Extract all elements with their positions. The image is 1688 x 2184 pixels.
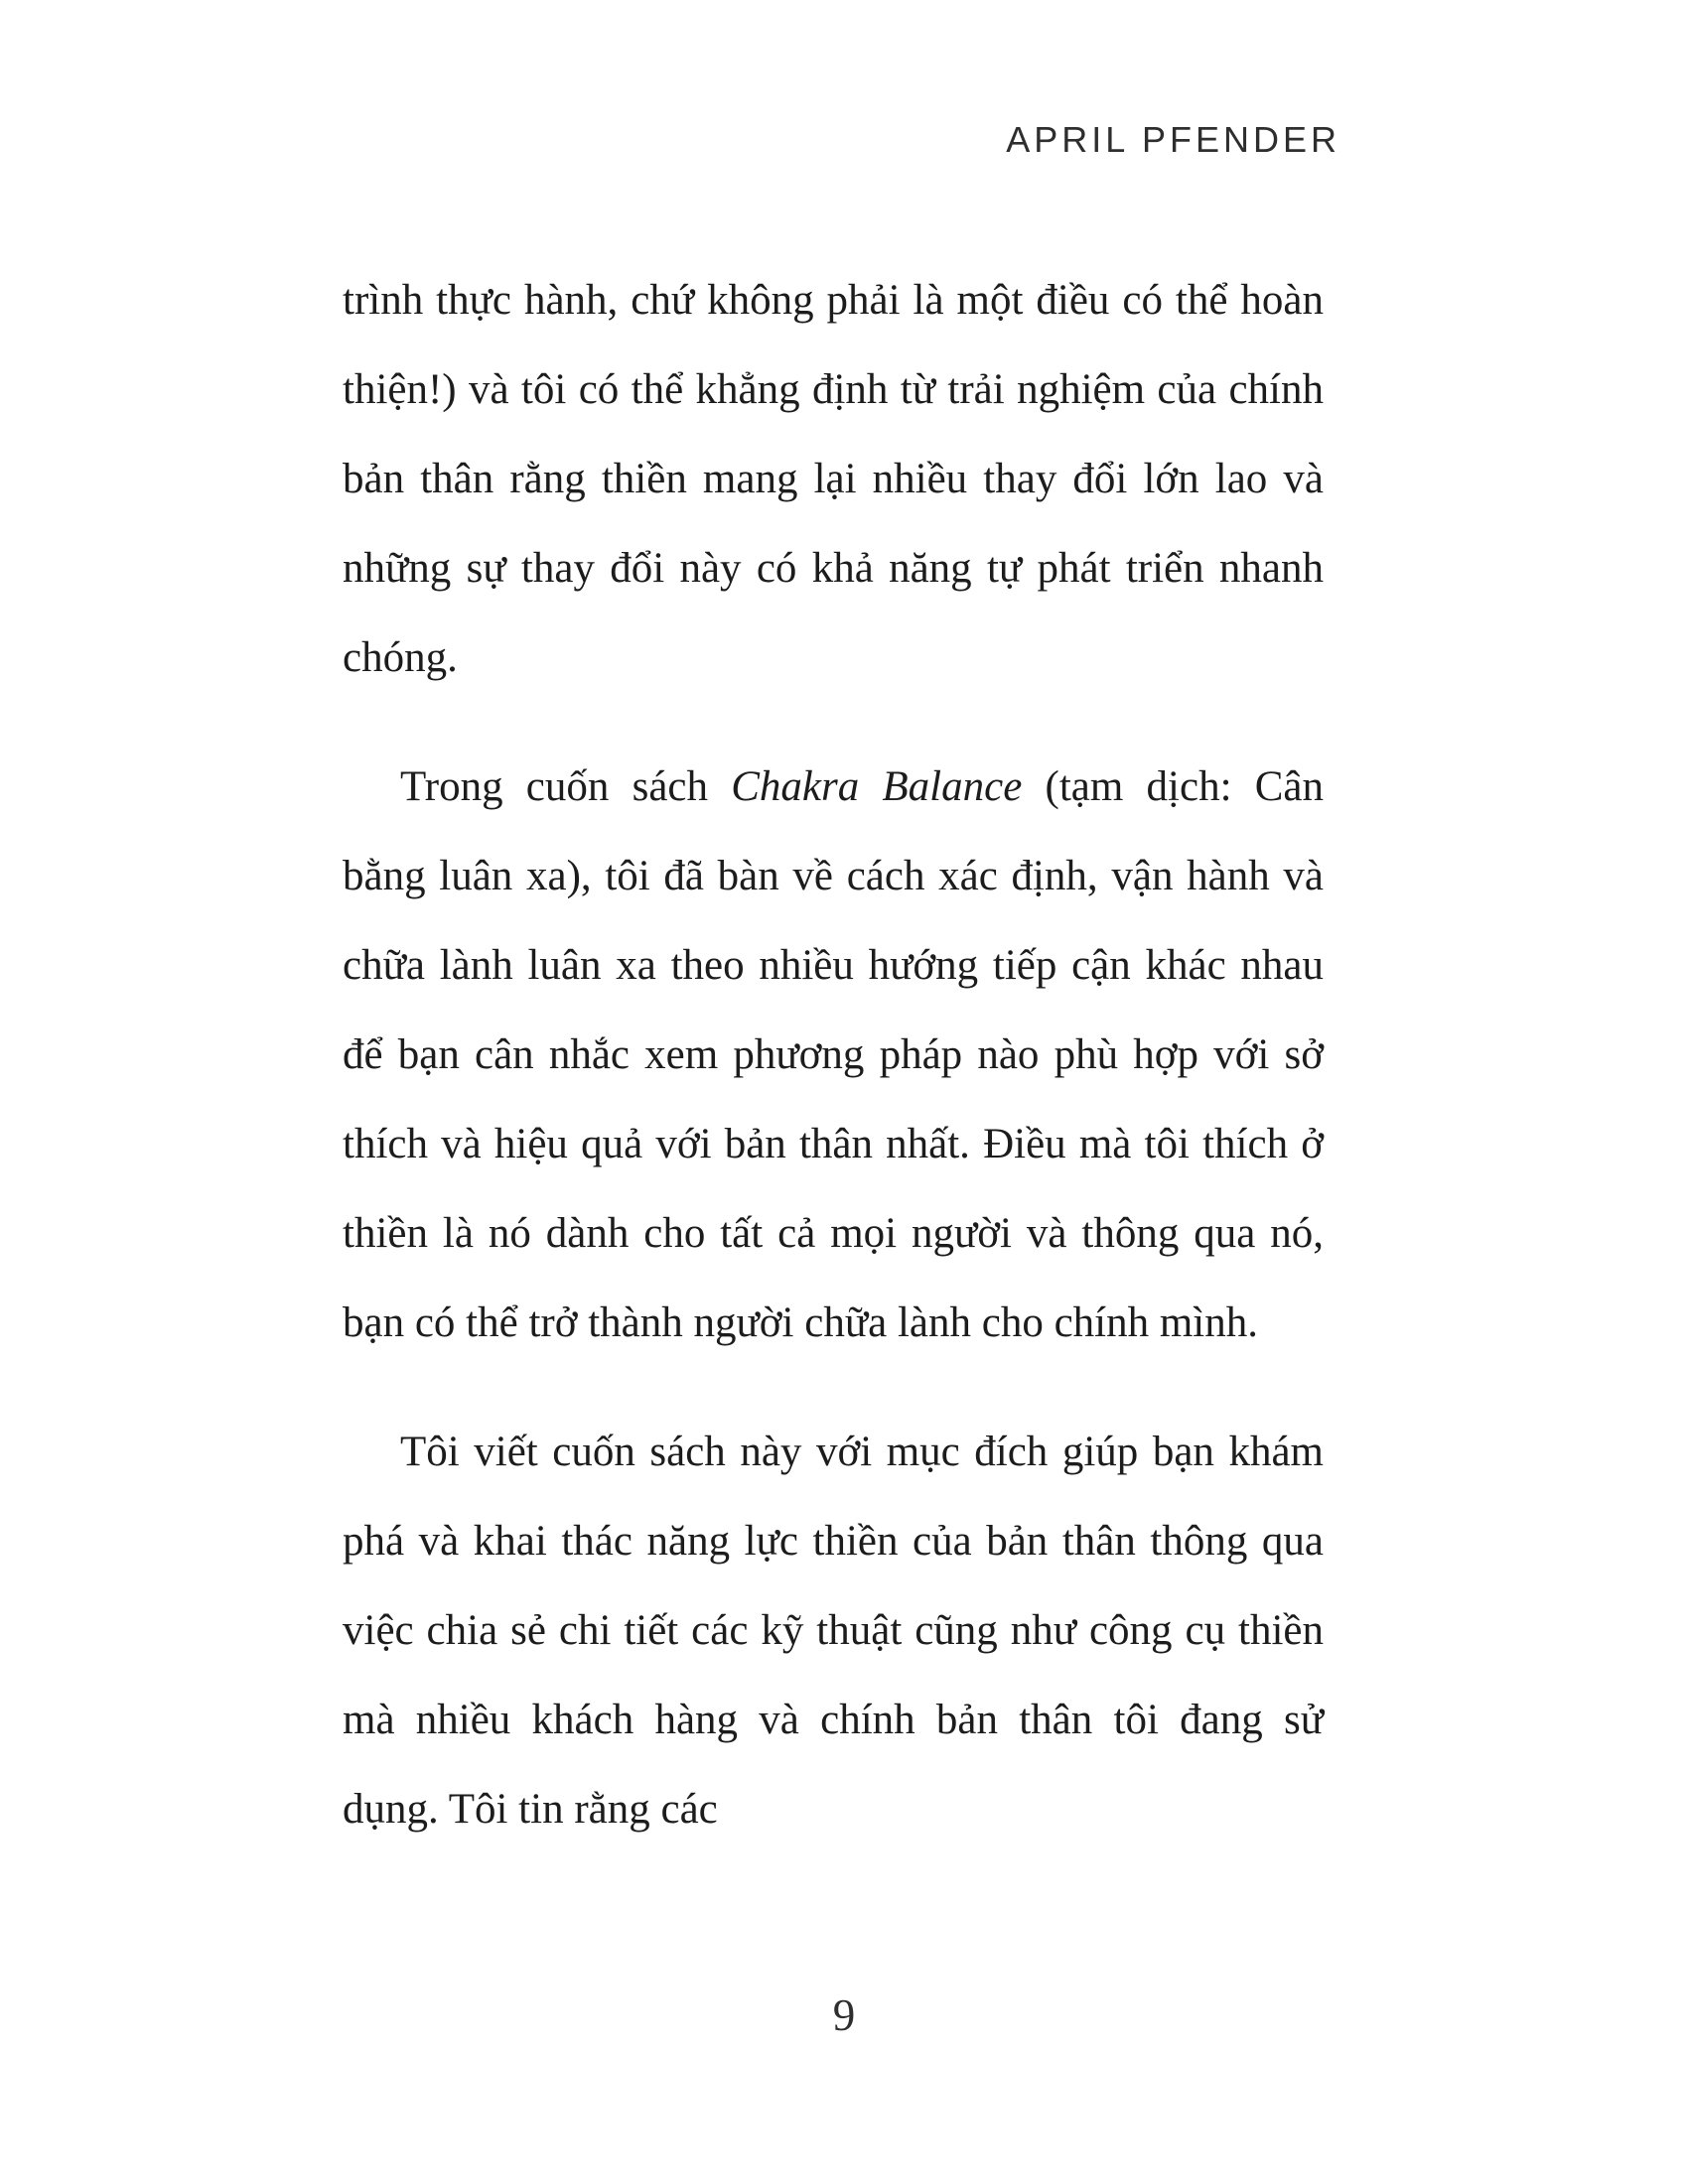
- page-body: [343, 256, 1324, 1854]
- text-segment: Tôi viết cuốn sách này với mục đích giúp bạn khám phá và khai thác năng lực thiền của bản thân thông qua việc chia sẻ chi tiết các kỹ thuật cũng như công cụ thiền mà nhiều khách hàng và chính bản thân tôi đang sử dụng. Tôi tin rằng các: [343, 1429, 1324, 1833]
- paragraph: [343, 743, 1324, 1368]
- text-segment: (tạm dịch: Cân bằng luân xa), tôi đã bàn về cách xác định, vận hành và chữa lành luân xa theo nhiều hướng tiếp cận khác nhau để bạn cân nhắc xem phương pháp nào phù hợp với sở thích và hiệu quả với bản thân nhất. Điều mà tôi thích ở thiền là nó dành cho tất cả mọi người và thông qua nó, bạn có thể trở thành người chữa lành cho chính mình.: [343, 763, 1324, 1346]
- text-segment: Chakra Balance: [731, 763, 1023, 810]
- text-segment: trình thực hành, chứ không phải là một điều có thể hoàn thiện!) và tôi có thể khẳng định từ trải nghiệm của chính bản thân rằng thiền mang lại nhiều thay đổi lớn lao và những sự thay đổi này có khả năng tự phát triển nhanh chóng.: [343, 277, 1324, 681]
- paragraph: [343, 256, 1324, 703]
- page-number: 9: [832, 1990, 856, 2040]
- running-header: APRIL PFENDER: [1006, 119, 1340, 160]
- paragraph: [343, 1408, 1324, 1854]
- text-segment: Trong cuốn sách: [400, 763, 732, 810]
